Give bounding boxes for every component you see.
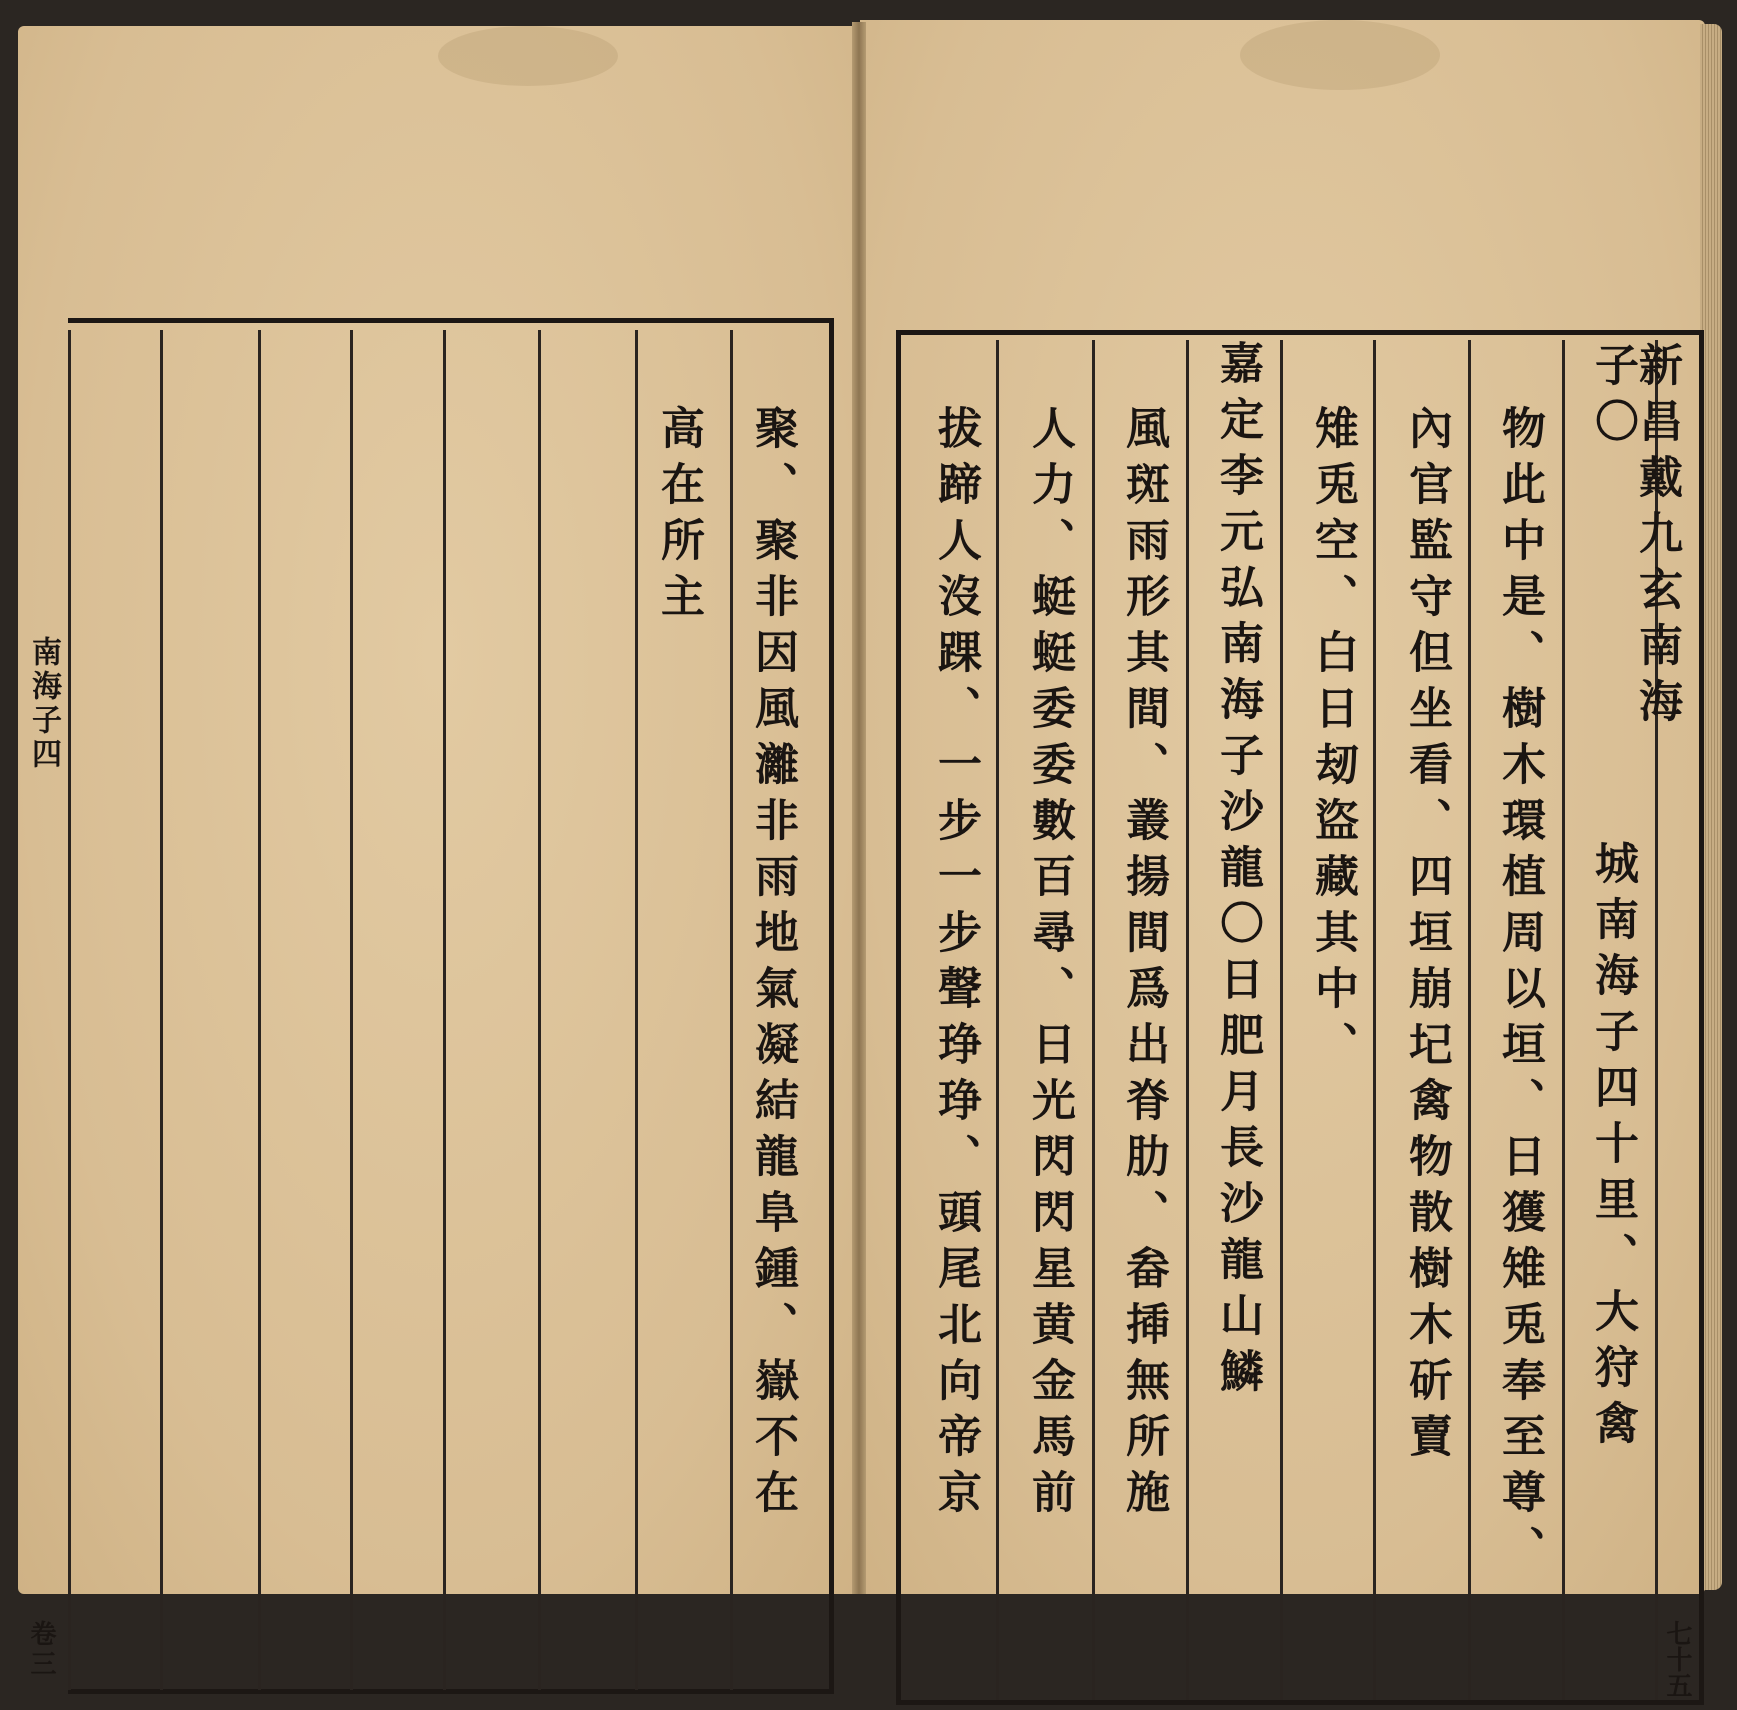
text-column: 風斑雨形其間、叢揚間爲出脊肋、畚揷無所施 — [1118, 405, 1169, 1525]
column-rule — [160, 330, 163, 1690]
column-rule — [730, 330, 733, 1690]
margin-title: 南海子四 — [26, 636, 61, 772]
margin-volume: 卷三 — [26, 1620, 56, 1680]
column-rule — [443, 330, 446, 1690]
column-rule — [1562, 340, 1565, 1700]
column-rule — [996, 340, 999, 1700]
column-rule — [635, 330, 638, 1690]
column-rule — [1280, 340, 1283, 1700]
right-page-frame — [896, 330, 1704, 1705]
column-rule — [1468, 340, 1471, 1700]
column-rule — [1373, 340, 1376, 1700]
margin-rule — [68, 330, 71, 1690]
text-column: 嘉定李元弘南海子沙龍〇日肥月長沙龍山鱗 — [1212, 340, 1263, 1404]
left-page-frame — [68, 318, 834, 1694]
column-rule — [258, 330, 261, 1690]
text-column: 內官監守但坐看、四垣崩圮禽物散樹木斫賣 — [1401, 405, 1452, 1469]
paper-stain — [438, 26, 618, 86]
column-rule — [350, 330, 353, 1690]
column-rule — [1186, 340, 1189, 1700]
text-column: 新昌戴九玄南海子〇 — [1587, 342, 1682, 734]
text-column: 高在所主 — [653, 405, 704, 629]
folio-number: 七十五 — [1662, 1620, 1692, 1698]
text-column: 雉兎空、白日刼盜藏其中、 — [1307, 405, 1358, 1077]
column-rule — [538, 330, 541, 1690]
text-column: 人力、蜓蜓委委數百尋、日光閃閃星黄金馬前 — [1024, 405, 1075, 1525]
book-gutter — [852, 22, 866, 1594]
text-column: 城南海子四十里、大狩禽 — [1587, 840, 1638, 1456]
text-column: 物此中是、樹木環植周以垣、日獲雉兎奉至尊、 — [1494, 405, 1545, 1581]
column-rule — [1092, 340, 1095, 1700]
paper-stain — [1240, 20, 1440, 90]
text-column: 拔蹄人沒踝、一步一步聲琤琤、頭尾北向帝京 — [930, 405, 981, 1525]
text-column: 聚、聚非因風灕非雨地氣凝結龍阜鍾、嶽不在 — [747, 405, 798, 1525]
